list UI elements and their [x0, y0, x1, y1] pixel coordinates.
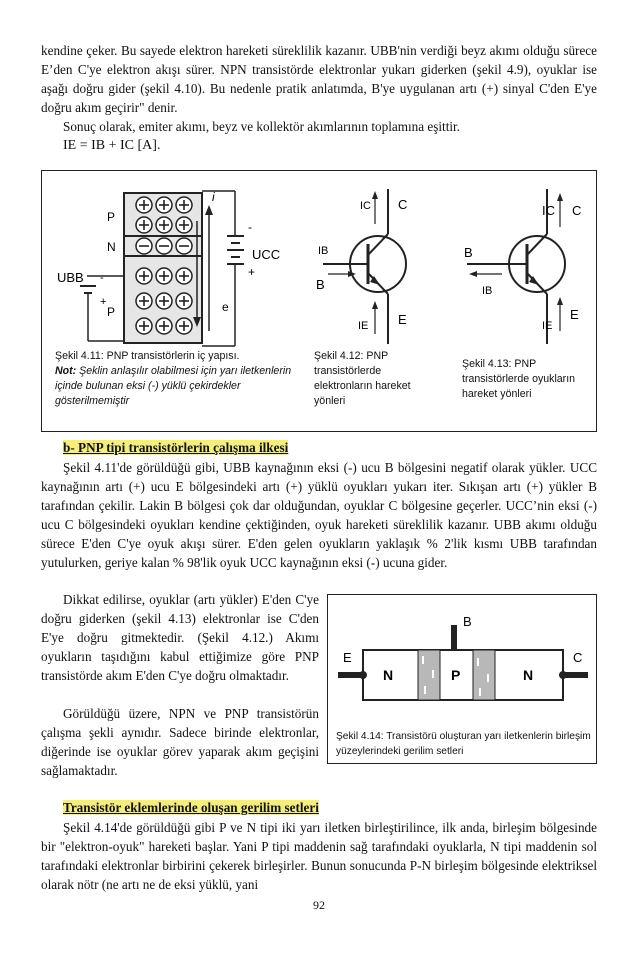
section-heading-pnp-text: b- PNP tipi transistörlerin çalışma ilkesi — [63, 440, 289, 455]
fig413-b-label: B — [464, 245, 473, 260]
section-heading-pnp — [41, 438, 597, 457]
fig413-ib-label: IB — [482, 285, 493, 297]
paragraph-npn-pnp-same: Görüldüğü üzere, NPN ve PNP transistörün çalışma şekli aynıdır. Sadece birinde elektronlar, diğerinde ise oyuklar görev yaparak akım geçişini sağlamaktadır. — [41, 706, 319, 778]
fig413-ie-label: IE — [542, 320, 553, 332]
figure-4-12-caption: Şekil 4.12: PNP transistörlerde elektronların hareket yönleri — [314, 350, 411, 407]
region-n-right-label: N — [523, 667, 534, 683]
fig412-ie-label: IE — [358, 320, 369, 332]
base-b-label: B — [463, 614, 472, 629]
fig413-e-label: E — [570, 307, 579, 322]
figure-4-14-box — [327, 594, 597, 764]
fig413-c-label: C — [572, 203, 582, 218]
fig412-e-label: E — [398, 312, 407, 327]
paragraph-hole-flow: Dikkat edilirse, oyuklar (artı yükler) E'den C'ye doğru giderken (şekil 4.13) elektronlar ise C'den E'ye doğru gitmektedir. (Şekil 4.12.) Akımı oyukların taşıdığını kabul ettiğimize göre PNP transistörde akım E'den C'ye doğru olmaktadır. — [41, 592, 319, 683]
fig412-ic-label: IC — [360, 200, 371, 212]
note-text: Şeklin anlaşılır olabilmesi için yarı iletkenlerin içinde bulunan eksi (-) yüklü çekirdekler gösterilmemiştir — [55, 365, 292, 407]
pnp-internal-structure-diagram — [52, 181, 302, 351]
paragraph-intro: kendine çeker. Bu sayede elektron hareketi süreklilik kazanır. UBB'nin verdiği beyz akımı olduğu sürece E’den C'ye elektron akışı sürer. NPN transistörde elektronlar yukarı giderken (şekil 4.9), oyuklar ise aşağı doğru gider (şekil 4.10). Bu nedenle pratik anlatımda, B'ye uygulanan artı (+) sinyal C'den E'ye doğru akım geçirir" denir. — [41, 43, 597, 115]
svg-text:+: + — [100, 296, 107, 308]
emitter-e-label: E — [343, 650, 352, 665]
region-p-bottom-label: P — [107, 305, 116, 319]
note-label: Not: — [55, 365, 77, 377]
paragraph-conclusion: Sonuç olarak, emiter akımı, beyz ve kollektör akımlarının toplamına eşittir. — [63, 119, 460, 134]
figure-4-11-title: Şekil 4.11: PNP transistörlerin iç yapısı. — [55, 350, 240, 362]
fig413-ic-label: IC — [542, 203, 555, 218]
fig412-b-label: B — [316, 277, 325, 292]
pnp-hole-flow-symbol — [452, 179, 592, 349]
section-heading-voltage-text: Transistör eklemlerinde oluşan gerilim setleri — [63, 800, 319, 815]
figure-box-4-11-to-4-13 — [41, 170, 597, 432]
collector-c-label: C — [573, 650, 583, 665]
figure-4-11-note — [55, 364, 295, 409]
svg-text:-: - — [100, 272, 104, 284]
region-p-label: P — [451, 667, 461, 683]
region-n-label: N — [107, 240, 116, 254]
fig412-c-label: C — [398, 197, 408, 212]
figure-4-11-caption — [55, 349, 295, 409]
ubb-label: UBB — [57, 270, 84, 285]
electron-e-label: e — [222, 300, 229, 314]
section-heading-voltage — [41, 798, 597, 817]
formula-ie: IE = IB + IC [A]. — [63, 138, 161, 153]
paragraph-junction: Şekil 4.14'de görüldüğü gibi P ve N tipi iki yarı iletken birleştirilince, ilk anda, birleşim bölgesinde bir "elektron-oyuk" hareketi başlar. Yani P tipi maddenin sağ tarafındaki oyuklarla, N tipi maddenin sol tarafındaki elektronlar birbirini çekerek birleşirler. Bunun sonucunda P-N birleşim bölgesinde elektriksel olarak nötr (ne artı ne de eksi yüklü, yani — [41, 820, 597, 892]
svg-text:+: + — [248, 265, 256, 279]
fig412-ib-label: IB — [318, 245, 329, 257]
current-i-label: i — [212, 190, 215, 204]
paragraph-pnp-operation: Şekil 4.11'de görüldüğü gibi, UBB kaynağının eksi (-) ucu B bölgesini negatif olarak yükler. UCC kaynağının artı (+) ucu E bölgesindeki artı (+) yüklü oyukları yukarı iter. Sıkışan artı (+) yükler B tarafından çekilir. Lakin B bölgesi çok dar olduğundan, oyuklar C bölgesine geçerler. UCC’nin eksi (-) ucu C bölgesindeki oyukları kendine çektiğinden, oyuk hareketi süreklilik kazanır. UBB akımı olduğu sürece E'den C'ye oyuk akışı sürer. E'den gelen oyukların yaklaşık % 2'lik kısmı UBB tarafından yutulurken, geriye kalan % 98'lik oyuk UCC kaynağının eksi (-) ucuna gider. — [41, 460, 597, 570]
region-n-left-label: N — [383, 667, 394, 683]
ucc-label: UCC — [252, 247, 281, 262]
pnp-electron-flow-symbol — [308, 179, 438, 349]
svg-text:-: - — [248, 220, 252, 234]
junction-diagram — [333, 600, 591, 710]
region-p-top-label: P — [107, 210, 116, 224]
figure-4-14-caption: Şekil 4.14: Transistörü oluşturan yarı iletkenlerin birleşim yüzeylerindeki gerilim setleri — [336, 731, 591, 757]
figure-4-13-caption: Şekil 4.13: PNP transistörlerde oyukların hareket yönleri — [462, 358, 576, 400]
page-number: 92 — [313, 898, 325, 912]
